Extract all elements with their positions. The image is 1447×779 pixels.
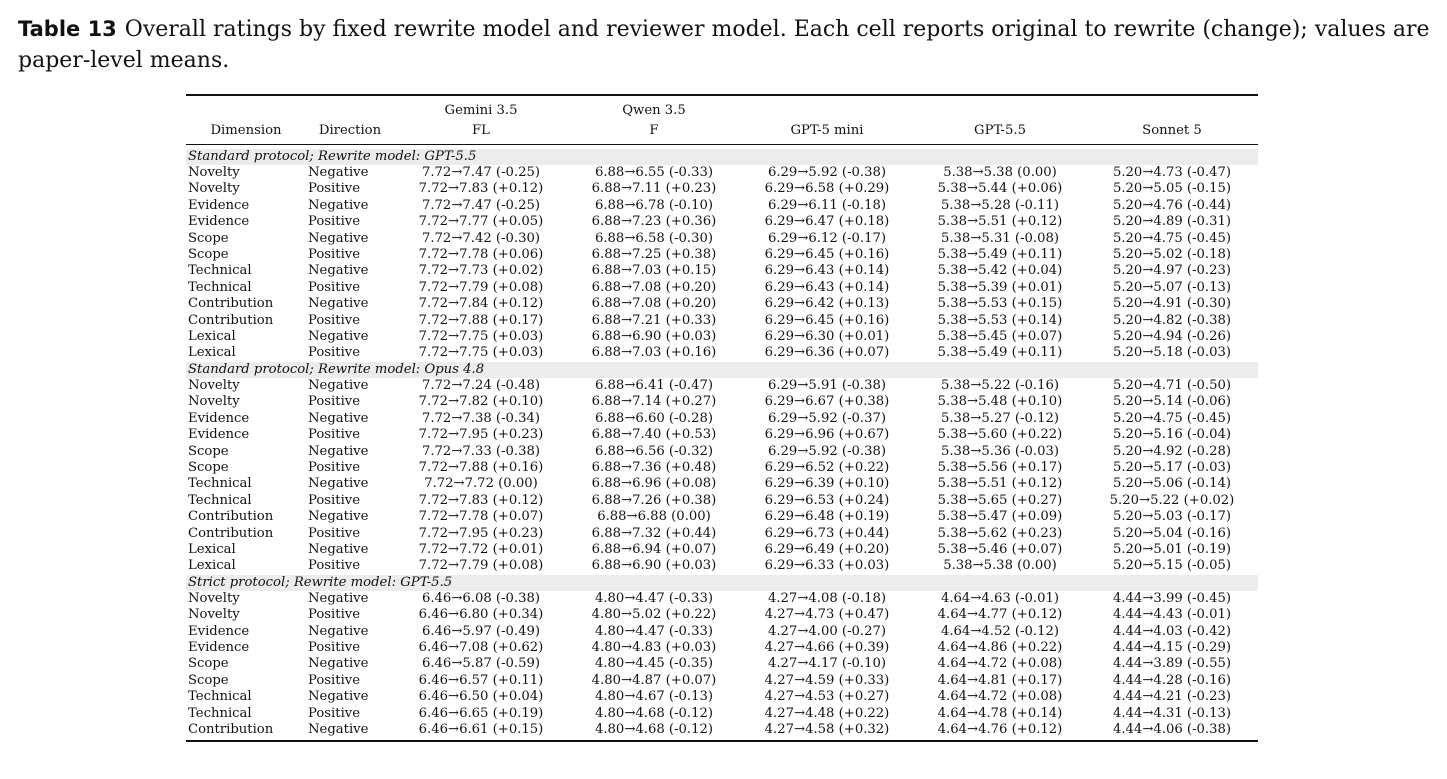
cell-value: 6.29→6.73 (+0.44) bbox=[764, 525, 890, 541]
cell-value: 5.20→5.05 (-0.15) bbox=[1112, 181, 1232, 197]
cell-value: 5.38→5.22 (-0.16) bbox=[940, 377, 1060, 393]
cell-direction: Positive bbox=[308, 312, 361, 328]
cell-direction: Negative bbox=[308, 263, 369, 279]
header-qwen: F bbox=[568, 120, 740, 145]
cell-value: 5.20→4.73 (-0.47) bbox=[1112, 165, 1232, 180]
table-row bbox=[186, 280, 1258, 296]
cell-value: 5.38→5.38 (0.00) bbox=[943, 165, 1057, 180]
header-top-cell bbox=[306, 96, 394, 120]
cell-value: 7.72→7.83 (+0.12) bbox=[418, 181, 544, 197]
table-row bbox=[186, 165, 1258, 181]
cell-dimension: Lexical bbox=[188, 541, 236, 557]
cell-value: 5.38→5.56 (+0.17) bbox=[937, 459, 1063, 475]
cell-value: 6.29→5.91 (-0.38) bbox=[767, 377, 887, 393]
cell-dimension: Scope bbox=[188, 247, 229, 263]
cell-value: 5.38→5.47 (+0.09) bbox=[937, 509, 1063, 525]
cell-value: 5.38→5.45 (+0.07) bbox=[937, 329, 1063, 345]
cell-value: 4.80→4.47 (-0.33) bbox=[594, 590, 714, 606]
cell-dimension: Contribution bbox=[188, 296, 274, 312]
cell-dimension: Scope bbox=[188, 656, 229, 672]
table-row bbox=[186, 378, 1258, 394]
cell-value: 7.72→7.72 (0.00) bbox=[424, 476, 538, 492]
cell-dimension: Lexical bbox=[188, 345, 236, 361]
cell-dimension: Evidence bbox=[188, 639, 250, 655]
cell-value: 6.88→6.94 (+0.07) bbox=[591, 541, 717, 557]
cell-value: 5.38→5.36 (-0.03) bbox=[940, 443, 1060, 459]
cell-direction: Positive bbox=[308, 672, 361, 688]
cell-dimension: Lexical bbox=[188, 558, 236, 574]
cell-direction: Positive bbox=[308, 459, 361, 475]
cell-dimension: Novelty bbox=[188, 590, 240, 606]
cell-value: 6.88→7.03 (+0.15) bbox=[591, 263, 717, 279]
cell-value: 7.72→7.47 (-0.25) bbox=[421, 165, 541, 180]
cell-value: 4.80→5.02 (+0.22) bbox=[591, 607, 717, 623]
cell-value: 6.88→7.40 (+0.53) bbox=[591, 427, 717, 443]
cell-value: 6.29→5.92 (-0.37) bbox=[767, 410, 887, 426]
table-row bbox=[186, 493, 1258, 509]
cell-value: 4.44→4.21 (-0.23) bbox=[1112, 689, 1232, 705]
cell-value: 6.88→7.36 (+0.48) bbox=[591, 459, 717, 475]
cell-value: 5.20→4.71 (-0.50) bbox=[1112, 377, 1232, 393]
table-row bbox=[186, 247, 1258, 263]
cell-value: 6.29→6.49 (+0.20) bbox=[764, 541, 890, 557]
cell-value: 6.88→6.88 (0.00) bbox=[597, 509, 711, 525]
cell-value: 4.80→4.47 (-0.33) bbox=[594, 623, 714, 639]
cell-value: 6.88→7.08 (+0.20) bbox=[591, 296, 717, 312]
cell-dimension: Contribution bbox=[186, 722, 306, 741]
cell-value: 6.29→6.42 (+0.13) bbox=[764, 296, 890, 312]
cell-value: 7.72→7.95 (+0.23) bbox=[418, 427, 544, 443]
table-row bbox=[186, 607, 1258, 623]
cell-value: 6.29→6.43 (+0.14) bbox=[764, 263, 890, 279]
cell-value: 6.88→7.14 (+0.27) bbox=[591, 394, 717, 410]
cell-value: 6.29→6.53 (+0.24) bbox=[764, 492, 890, 508]
cell-value: 7.72→7.75 (+0.03) bbox=[418, 329, 544, 345]
cell-direction: Positive bbox=[308, 181, 361, 197]
cell-value: 5.20→4.97 (-0.23) bbox=[1112, 263, 1232, 279]
cell-value: 5.38→5.28 (-0.11) bbox=[940, 197, 1060, 213]
cell-value: 6.29→6.45 (+0.16) bbox=[764, 312, 890, 328]
cell-value: 4.80→4.45 (-0.35) bbox=[594, 656, 714, 672]
cell-value: 6.29→6.11 (-0.18) bbox=[767, 197, 887, 213]
cell-value: 7.72→7.73 (+0.02) bbox=[418, 263, 544, 279]
cell-value: 4.64→4.72 (+0.08) bbox=[937, 656, 1063, 672]
cell-value: 6.88→7.03 (+0.16) bbox=[591, 345, 717, 361]
cell-value: 4.44→4.28 (-0.16) bbox=[1112, 672, 1232, 688]
cell-direction: Positive bbox=[308, 558, 361, 574]
table-row bbox=[186, 722, 1258, 741]
table-row bbox=[186, 624, 1258, 640]
cell-value: 5.20→5.17 (-0.03) bbox=[1112, 459, 1232, 475]
cell-dimension: Technical bbox=[188, 689, 252, 705]
cell-value: 6.88→6.60 (-0.28) bbox=[594, 410, 714, 426]
table-row bbox=[186, 542, 1258, 558]
cell-value: 6.29→6.52 (+0.22) bbox=[764, 459, 890, 475]
cell-value: 4.27→4.53 (+0.27) bbox=[764, 689, 890, 705]
header-gemini: FL bbox=[394, 120, 568, 145]
table-row bbox=[186, 329, 1258, 345]
cell-value: 6.88→7.32 (+0.44) bbox=[591, 525, 717, 541]
cell-value: 6.88→6.41 (-0.47) bbox=[594, 377, 714, 393]
table-row bbox=[186, 181, 1258, 197]
cell-direction: Negative bbox=[308, 296, 369, 312]
cell-direction: Positive bbox=[308, 705, 361, 721]
cell-direction: Negative bbox=[308, 590, 369, 606]
cell-direction: Positive bbox=[308, 427, 361, 443]
cell-dimension: Evidence bbox=[188, 197, 250, 213]
header-dimension: Dimension bbox=[186, 120, 306, 145]
cell-value: 4.44→3.89 (-0.55) bbox=[1112, 656, 1232, 672]
cell-value: 6.29→6.33 (+0.03) bbox=[764, 558, 890, 574]
cell-value: 7.72→7.33 (-0.38) bbox=[421, 443, 541, 459]
cell-value: 5.20→5.03 (-0.17) bbox=[1112, 509, 1232, 525]
cell-value: 5.38→5.39 (+0.01) bbox=[937, 279, 1063, 295]
cell-value: 6.88→7.08 (+0.20) bbox=[591, 279, 717, 295]
cell-value: 5.20→5.15 (-0.05) bbox=[1112, 558, 1232, 574]
cell-value: 4.44→4.43 (-0.01) bbox=[1112, 607, 1232, 623]
cell-value: 6.88→6.58 (-0.30) bbox=[594, 230, 714, 246]
table-row bbox=[186, 263, 1258, 279]
cell-value: 4.64→4.81 (+0.17) bbox=[937, 672, 1063, 688]
header-direction: Direction bbox=[306, 120, 394, 145]
cell-direction: Negative bbox=[308, 509, 369, 525]
header-top-cell: Qwen 3.5 bbox=[622, 103, 686, 118]
cell-dimension: Contribution bbox=[188, 312, 274, 328]
cell-value: 4.27→4.00 (-0.27) bbox=[767, 623, 887, 639]
cell-value: 4.27→4.48 (+0.22) bbox=[764, 705, 890, 721]
cell-direction: Negative bbox=[308, 689, 369, 705]
cell-value: 4.27→4.08 (-0.18) bbox=[767, 590, 887, 606]
cell-dimension: Contribution bbox=[188, 509, 274, 525]
cell-dimension: Novelty bbox=[188, 377, 240, 393]
cell-value: 7.72→7.83 (+0.12) bbox=[418, 492, 544, 508]
header-row bbox=[186, 120, 1258, 145]
table-row bbox=[186, 296, 1258, 312]
cell-direction: Negative bbox=[308, 541, 369, 557]
cell-value: 6.46→6.80 (+0.34) bbox=[418, 607, 544, 623]
cell-value: 4.80→4.68 (-0.12) bbox=[568, 722, 740, 741]
cell-dimension: Lexical bbox=[188, 329, 236, 345]
cell-dimension: Technical bbox=[188, 263, 252, 279]
cell-value: 5.20→5.02 (-0.18) bbox=[1112, 247, 1232, 263]
cell-value: 5.20→4.75 (-0.45) bbox=[1112, 230, 1232, 246]
cell-value: 5.38→5.48 (+0.10) bbox=[937, 394, 1063, 410]
table-row bbox=[186, 214, 1258, 230]
table-row bbox=[186, 345, 1258, 361]
cell-direction: Negative bbox=[308, 329, 369, 345]
cell-direction: Positive bbox=[308, 639, 361, 655]
header-gpt5-mini: GPT-5 mini bbox=[740, 120, 914, 145]
cell-value: 5.20→5.07 (-0.13) bbox=[1112, 279, 1232, 295]
cell-value: 6.29→6.30 (+0.01) bbox=[764, 329, 890, 345]
table-row bbox=[186, 313, 1258, 329]
cell-dimension: Evidence bbox=[188, 623, 250, 639]
cell-value: 4.64→4.63 (-0.01) bbox=[940, 590, 1060, 606]
cell-dimension: Novelty bbox=[188, 181, 240, 197]
cell-value: 4.27→4.58 (+0.32) bbox=[740, 722, 914, 741]
header-top-cell bbox=[1086, 96, 1258, 120]
cell-value: 4.44→3.99 (-0.45) bbox=[1112, 590, 1232, 606]
results-table bbox=[186, 94, 1258, 742]
cell-value: 5.20→5.01 (-0.19) bbox=[1112, 541, 1232, 557]
cell-value: 7.72→7.42 (-0.30) bbox=[421, 230, 541, 246]
cell-value: 5.20→5.18 (-0.03) bbox=[1112, 345, 1232, 361]
cell-value: 7.72→7.79 (+0.08) bbox=[418, 279, 544, 295]
cell-value: 5.20→4.94 (-0.26) bbox=[1112, 329, 1232, 345]
table-row bbox=[186, 640, 1258, 656]
cell-value: 6.88→7.21 (+0.33) bbox=[591, 312, 717, 328]
cell-value: 5.20→5.14 (-0.06) bbox=[1112, 394, 1232, 410]
group-title: Standard protocol; Rewrite model: GPT-5.5 bbox=[186, 149, 1258, 165]
cell-value: 5.20→4.91 (-0.30) bbox=[1112, 296, 1232, 312]
cell-value: 7.72→7.82 (+0.10) bbox=[418, 394, 544, 410]
table-label: Table 13 bbox=[18, 17, 117, 41]
cell-value: 4.64→4.52 (-0.12) bbox=[940, 623, 1060, 639]
cell-dimension: Scope bbox=[188, 230, 229, 246]
table-body bbox=[186, 145, 1258, 742]
cell-value: 7.72→7.79 (+0.08) bbox=[418, 558, 544, 574]
cell-value: 6.46→7.08 (+0.62) bbox=[418, 639, 544, 655]
cell-direction: Negative bbox=[308, 377, 369, 393]
cell-value: 7.72→7.88 (+0.16) bbox=[418, 459, 544, 475]
table-row bbox=[186, 231, 1258, 247]
table-row bbox=[186, 591, 1258, 607]
cell-value: 5.20→5.04 (-0.16) bbox=[1112, 525, 1232, 541]
cell-dimension: Evidence bbox=[188, 427, 250, 443]
cell-dimension: Technical bbox=[188, 476, 252, 492]
cell-dimension: Evidence bbox=[188, 214, 250, 230]
cell-value: 5.38→5.53 (+0.14) bbox=[937, 312, 1063, 328]
cell-value: 4.44→4.06 (-0.38) bbox=[1086, 722, 1258, 741]
cell-value: 6.46→5.87 (-0.59) bbox=[421, 656, 541, 672]
table-row bbox=[186, 689, 1258, 705]
table-row bbox=[186, 411, 1258, 427]
cell-value: 7.72→7.77 (+0.05) bbox=[418, 214, 544, 230]
cell-value: 6.88→6.78 (-0.10) bbox=[594, 197, 714, 213]
header-top-cell bbox=[914, 96, 1086, 120]
cell-direction: Negative bbox=[308, 165, 369, 180]
cell-dimension: Contribution bbox=[188, 525, 274, 541]
group-header-row bbox=[186, 362, 1258, 378]
table-row bbox=[186, 526, 1258, 542]
table-row bbox=[186, 198, 1258, 214]
cell-value: 5.20→4.82 (-0.38) bbox=[1112, 312, 1232, 328]
cell-dimension: Scope bbox=[188, 459, 229, 475]
cell-value: 4.80→4.83 (+0.03) bbox=[591, 639, 717, 655]
header-top-cell: Gemini 3.5 bbox=[444, 103, 518, 118]
cell-value: 6.29→6.47 (+0.18) bbox=[764, 214, 890, 230]
group-header-row bbox=[186, 149, 1258, 165]
cell-value: 6.29→5.92 (-0.38) bbox=[767, 165, 887, 180]
cell-value: 5.38→5.49 (+0.11) bbox=[937, 345, 1063, 361]
cell-value: 5.38→5.65 (+0.27) bbox=[937, 492, 1063, 508]
cell-value: 4.64→4.86 (+0.22) bbox=[937, 639, 1063, 655]
cell-value: 5.38→5.60 (+0.22) bbox=[937, 427, 1063, 443]
cell-value: 5.20→5.22 (+0.02) bbox=[1109, 492, 1235, 508]
cell-value: 7.72→7.24 (-0.48) bbox=[421, 377, 541, 393]
cell-value: 7.72→7.47 (-0.25) bbox=[421, 197, 541, 213]
cell-direction: Positive bbox=[308, 214, 361, 230]
cell-value: 4.64→4.78 (+0.14) bbox=[937, 705, 1063, 721]
cell-value: 4.44→4.15 (-0.29) bbox=[1112, 639, 1232, 655]
cell-direction: Positive bbox=[308, 607, 361, 623]
cell-value: 7.72→7.95 (+0.23) bbox=[418, 525, 544, 541]
table-row bbox=[186, 444, 1258, 460]
cell-value: 6.46→5.97 (-0.49) bbox=[421, 623, 541, 639]
cell-value: 5.20→5.16 (-0.04) bbox=[1112, 427, 1232, 443]
cell-value: 4.27→4.73 (+0.47) bbox=[764, 607, 890, 623]
group-title: Strict protocol; Rewrite model: GPT-5.5 bbox=[186, 575, 1258, 591]
cell-value: 6.29→6.96 (+0.67) bbox=[764, 427, 890, 443]
cell-value: 7.72→7.78 (+0.07) bbox=[418, 509, 544, 525]
header-top-cell bbox=[740, 96, 914, 120]
cell-value: 6.88→7.26 (+0.38) bbox=[591, 492, 717, 508]
table-row bbox=[186, 460, 1258, 476]
cell-value: 5.38→5.44 (+0.06) bbox=[937, 181, 1063, 197]
cell-value: 7.72→7.88 (+0.17) bbox=[418, 312, 544, 328]
cell-direction: Positive bbox=[308, 247, 361, 263]
cell-value: 6.46→6.50 (+0.04) bbox=[418, 689, 544, 705]
header-row-top bbox=[186, 96, 1258, 120]
cell-value: 5.38→5.51 (+0.12) bbox=[937, 214, 1063, 230]
cell-value: 5.38→5.38 (0.00) bbox=[943, 558, 1057, 574]
cell-value: 4.64→4.76 (+0.12) bbox=[914, 722, 1086, 741]
cell-value: 6.88→6.55 (-0.33) bbox=[594, 165, 714, 180]
cell-value: 6.88→6.56 (-0.32) bbox=[594, 443, 714, 459]
cell-value: 6.88→6.90 (+0.03) bbox=[591, 329, 717, 345]
cell-value: 5.20→4.92 (-0.28) bbox=[1112, 443, 1232, 459]
cell-direction: Negative bbox=[308, 443, 369, 459]
cell-value: 7.72→7.84 (+0.12) bbox=[418, 296, 544, 312]
cell-direction: Negative bbox=[306, 722, 394, 741]
group-header-row bbox=[186, 575, 1258, 591]
cell-value: 6.29→5.92 (-0.38) bbox=[767, 443, 887, 459]
cell-direction: Negative bbox=[308, 410, 369, 426]
cell-value: 6.29→6.58 (+0.29) bbox=[764, 181, 890, 197]
cell-dimension: Technical bbox=[188, 279, 252, 295]
cell-value: 5.38→5.42 (+0.04) bbox=[937, 263, 1063, 279]
cell-value: 4.44→4.03 (-0.42) bbox=[1112, 623, 1232, 639]
cell-value: 5.20→4.76 (-0.44) bbox=[1112, 197, 1232, 213]
cell-value: 6.29→6.48 (+0.19) bbox=[764, 509, 890, 525]
cell-value: 6.29→6.39 (+0.10) bbox=[764, 476, 890, 492]
cell-value: 5.38→5.49 (+0.11) bbox=[937, 247, 1063, 263]
cell-value: 5.20→5.06 (-0.14) bbox=[1112, 476, 1232, 492]
cell-value: 5.38→5.27 (-0.12) bbox=[940, 410, 1060, 426]
cell-value: 4.64→4.77 (+0.12) bbox=[937, 607, 1063, 623]
cell-dimension: Technical bbox=[188, 705, 252, 721]
cell-direction: Positive bbox=[308, 394, 361, 410]
table-row bbox=[186, 476, 1258, 492]
cell-direction: Negative bbox=[308, 623, 369, 639]
cell-value: 6.46→6.08 (-0.38) bbox=[421, 590, 541, 606]
cell-value: 4.27→4.17 (-0.10) bbox=[767, 656, 887, 672]
cell-direction: Positive bbox=[308, 525, 361, 541]
group-title: Standard protocol; Rewrite model: Opus 4.8 bbox=[186, 362, 1258, 378]
table-row bbox=[186, 656, 1258, 672]
cell-dimension: Evidence bbox=[188, 410, 250, 426]
header-top-cell bbox=[186, 96, 306, 120]
cell-direction: Positive bbox=[308, 345, 361, 361]
cell-dimension: Novelty bbox=[188, 165, 240, 180]
cell-value: 5.38→5.62 (+0.23) bbox=[937, 525, 1063, 541]
cell-direction: Positive bbox=[308, 279, 361, 295]
cell-direction: Negative bbox=[308, 476, 369, 492]
cell-value: 5.38→5.46 (+0.07) bbox=[937, 541, 1063, 557]
cell-value: 6.88→6.90 (+0.03) bbox=[591, 558, 717, 574]
cell-value: 6.88→7.11 (+0.23) bbox=[591, 181, 717, 197]
cell-value: 5.20→4.75 (-0.45) bbox=[1112, 410, 1232, 426]
cell-value: 5.38→5.31 (-0.08) bbox=[940, 230, 1060, 246]
cell-value: 7.72→7.78 (+0.06) bbox=[418, 247, 544, 263]
cell-direction: Negative bbox=[308, 197, 369, 213]
cell-value: 6.29→6.12 (-0.17) bbox=[767, 230, 887, 246]
results-table-container bbox=[186, 94, 1258, 742]
table-row bbox=[186, 706, 1258, 722]
cell-value: 4.27→4.59 (+0.33) bbox=[764, 672, 890, 688]
cell-value: 5.38→5.53 (+0.15) bbox=[937, 296, 1063, 312]
cell-dimension: Scope bbox=[188, 672, 229, 688]
cell-value: 4.80→4.68 (-0.12) bbox=[594, 705, 714, 721]
cell-value: 6.29→6.45 (+0.16) bbox=[764, 247, 890, 263]
cell-value: 6.29→6.43 (+0.14) bbox=[764, 279, 890, 295]
cell-value: 4.80→4.67 (-0.13) bbox=[594, 689, 714, 705]
cell-direction: Positive bbox=[308, 492, 361, 508]
cell-value: 6.46→6.65 (+0.19) bbox=[418, 705, 544, 721]
cell-value: 6.46→6.57 (+0.11) bbox=[418, 672, 544, 688]
header-sonnet: Sonnet 5 bbox=[1086, 120, 1258, 145]
cell-value: 6.88→6.96 (+0.08) bbox=[591, 476, 717, 492]
cell-value: 5.20→4.89 (-0.31) bbox=[1112, 214, 1232, 230]
table-row bbox=[186, 558, 1258, 574]
cell-value: 6.88→7.25 (+0.38) bbox=[591, 247, 717, 263]
header-gpt55: GPT-5.5 bbox=[914, 120, 1086, 145]
cell-dimension: Novelty bbox=[188, 394, 240, 410]
cell-direction: Negative bbox=[308, 230, 369, 246]
cell-value: 6.29→6.67 (+0.38) bbox=[764, 394, 890, 410]
table-row bbox=[186, 673, 1258, 689]
table-row bbox=[186, 427, 1258, 443]
cell-direction: Negative bbox=[308, 656, 369, 672]
cell-value: 6.46→6.61 (+0.15) bbox=[394, 722, 568, 741]
cell-value: 4.64→4.72 (+0.08) bbox=[937, 689, 1063, 705]
cell-value: 7.72→7.38 (-0.34) bbox=[421, 410, 541, 426]
table-row bbox=[186, 509, 1258, 525]
table-header bbox=[186, 95, 1258, 145]
cell-dimension: Technical bbox=[188, 492, 252, 508]
table-row bbox=[186, 394, 1258, 410]
cell-value: 5.38→5.51 (+0.12) bbox=[937, 476, 1063, 492]
cell-dimension: Scope bbox=[188, 443, 229, 459]
cell-value: 7.72→7.75 (+0.03) bbox=[418, 345, 544, 361]
cell-value: 4.44→4.31 (-0.13) bbox=[1112, 705, 1232, 721]
cell-value: 6.29→6.36 (+0.07) bbox=[764, 345, 890, 361]
cell-dimension: Novelty bbox=[188, 607, 240, 623]
caption-text: Overall ratings by fixed rewrite model and reviewer model. Each cell reports original to rewrite (change); values are paper-level means. bbox=[18, 17, 1430, 73]
cell-value: 4.27→4.66 (+0.39) bbox=[764, 639, 890, 655]
cell-value: 7.72→7.72 (+0.01) bbox=[418, 541, 544, 557]
table-caption bbox=[18, 14, 1438, 76]
cell-value: 6.88→7.23 (+0.36) bbox=[591, 214, 717, 230]
cell-value: 4.80→4.87 (+0.07) bbox=[591, 672, 717, 688]
